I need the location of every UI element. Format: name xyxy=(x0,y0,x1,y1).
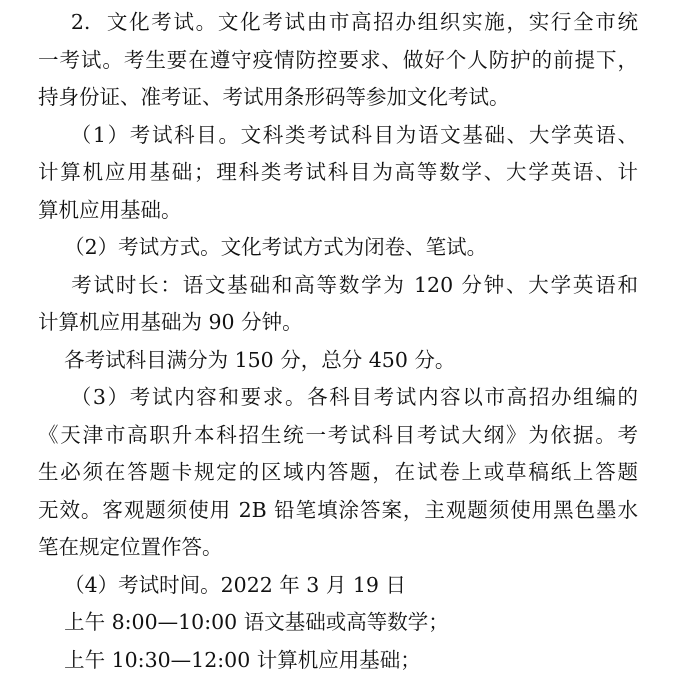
paragraph-line: 计算机应用基础；理科类考试科目为高等数学、大学英语、计 xyxy=(38,160,638,184)
paragraph-line: 生必须在答题卡规定的区域内答题，在试卷上或草稿纸上答题 xyxy=(38,460,638,484)
paragraph-line: 计算机应用基础为 90 分钟。 xyxy=(38,310,303,334)
paragraph-line: （4）考试时间。2022 年 3 月 19 日 xyxy=(38,572,406,597)
paragraph-line: 笔在规定位置作答。 xyxy=(38,535,223,559)
paragraph-line: 上午 10:30—12:00 计算机应用基础； xyxy=(38,647,421,672)
paragraph-line: 《天津市高职升本科招生统一考试科目考试大纲》为依据。考 xyxy=(38,422,638,447)
document-body xyxy=(38,4,638,679)
paragraph-line: 无效。客观题须使用 2B 铅笔填涂答案，主观题须使用黑色墨水 xyxy=(38,497,638,522)
paragraph-line: 各考试科目满分为 150 分，总分 450 分。 xyxy=(38,347,456,372)
paragraph-line: 考试时长：语文基础和高等数学为 120 分钟、大学英语和 xyxy=(38,272,638,297)
paragraph-line: （2）考试方式。文化考试方式为闭卷、笔试。 xyxy=(38,235,488,259)
paragraph-line: 一考试。考生要在遵守疫情防控要求、做好个人防护的前提下， xyxy=(38,47,638,72)
paragraph-line: 2. 文化考试。文化考试由市高招办组织实施，实行全市统 xyxy=(38,10,638,34)
paragraph-line: 上午 8:00—10:00 语文基础或高等数学； xyxy=(38,610,449,634)
paragraph-line: （3）考试内容和要求。各科目考试内容以市高招办组编的 xyxy=(38,385,638,409)
paragraph-line: 持身份证、准考证、考试用条形码等参加文化考试。 xyxy=(38,85,510,109)
paragraph-line: （1）考试科目。文科类考试科目为语文基础、大学英语、 xyxy=(38,122,638,147)
paragraph-line: 算机应用基础。 xyxy=(38,197,182,222)
